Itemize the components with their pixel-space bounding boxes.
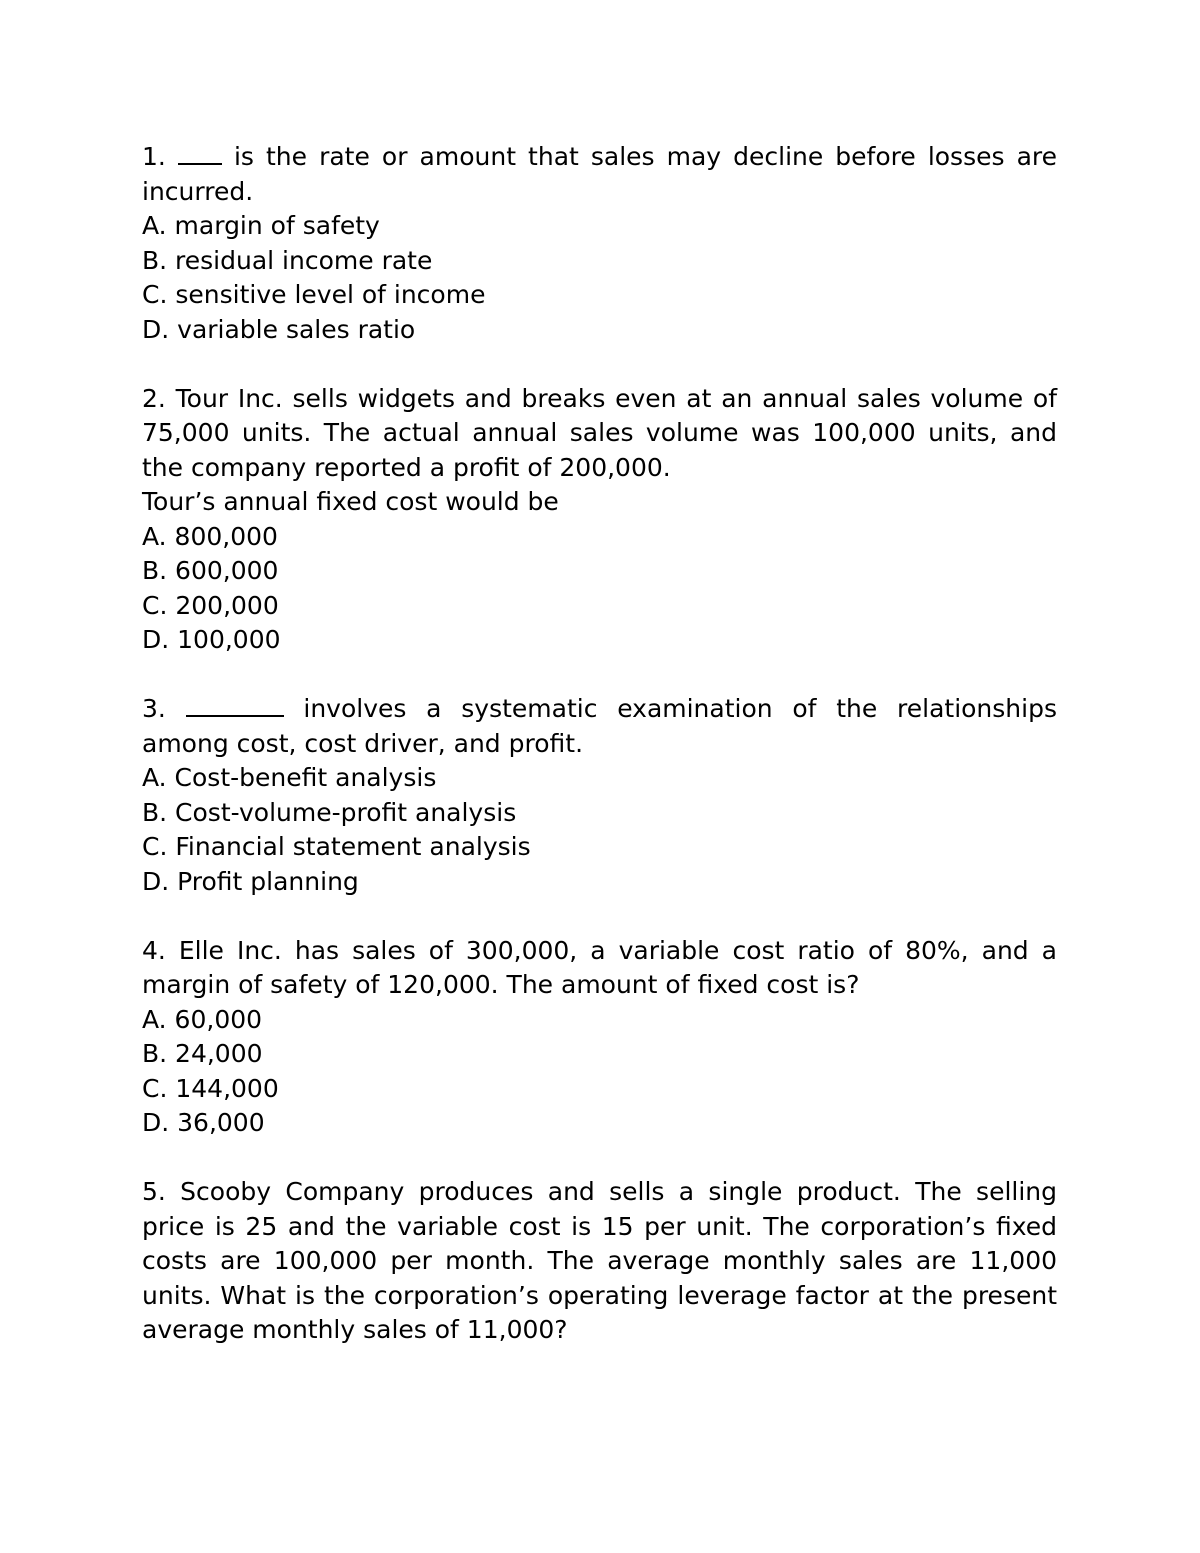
question-1-blank [178,141,222,165]
question-2-choice-d: D. 100,000 [142,625,281,654]
question-1-choice-c: C. sensitive level of income [142,280,486,309]
question-4-choice-d: D. 36,000 [142,1108,265,1137]
question-1 [142,140,1057,347]
question-2 [142,382,1057,658]
question-2-stem: 2. Tour Inc. sells widgets and breaks even at an annual sales volume of 75,000 units. The actual annual sales volume was 100,000 units, and the company reported a profit of 200,000. [142,383,1057,482]
question-1-number: 1. [142,142,166,171]
question-4-choice-a: A. 60,000 [142,1004,263,1034]
question-5-stem: 5. Scooby Company produces and sells a single product. The selling price is 25 and the variable cost is 15 per unit. The corporation’s fixed costs are 100,000 per month. The average monthly sales are 11,000 units. What is the corporation’s operating leverage factor at the present average monthly sales of 11,000? [142,1177,1057,1344]
question-2-choice-b: B. 600,000 [142,556,279,585]
question-3-blank [186,693,284,717]
question-3-choice-d: D. Profit planning [142,866,359,896]
question-4 [142,934,1057,1141]
question-2-choice-c: C. 200,000 [142,590,279,620]
question-4-choice-b: B. 24,000 [142,1039,263,1068]
question-4-choice-c: C. 144,000 [142,1073,279,1103]
question-4-stem: 4. Elle Inc. has sales of 300,000, a variable cost ratio of 80%, and a margin of safety of 120,000. The amount of fixed cost is? [142,935,1057,999]
question-3-stem [142,692,1057,761]
question-3-number: 3. [142,694,166,723]
question-3 [142,692,1057,899]
question-2-choice-a: A. 800,000 [142,521,278,551]
question-1-choice-a: A. margin of safety [142,211,380,240]
question-3-choice-c: C. Financial statement analysis [142,832,531,861]
question-1-choice-b: B. residual income rate [142,245,433,275]
question-1-choice-d: D. variable sales ratio [142,314,416,344]
question-3-choice-b: B. Cost-volume-profit analysis [142,797,517,827]
question-3-text: involves a systematic examination of the relationships among cost, cost driver, and profit. [142,694,1057,758]
question-1-text: is the rate or amount that sales may decline before losses are incurred. [142,142,1057,206]
question-5 [142,1175,1057,1348]
document-page [142,140,1057,1382]
question-2-stem-extra: Tour’s annual fixed cost would be [142,487,559,516]
question-3-choice-a: A. Cost-benefit analysis [142,763,437,792]
question-1-stem [142,140,1057,209]
